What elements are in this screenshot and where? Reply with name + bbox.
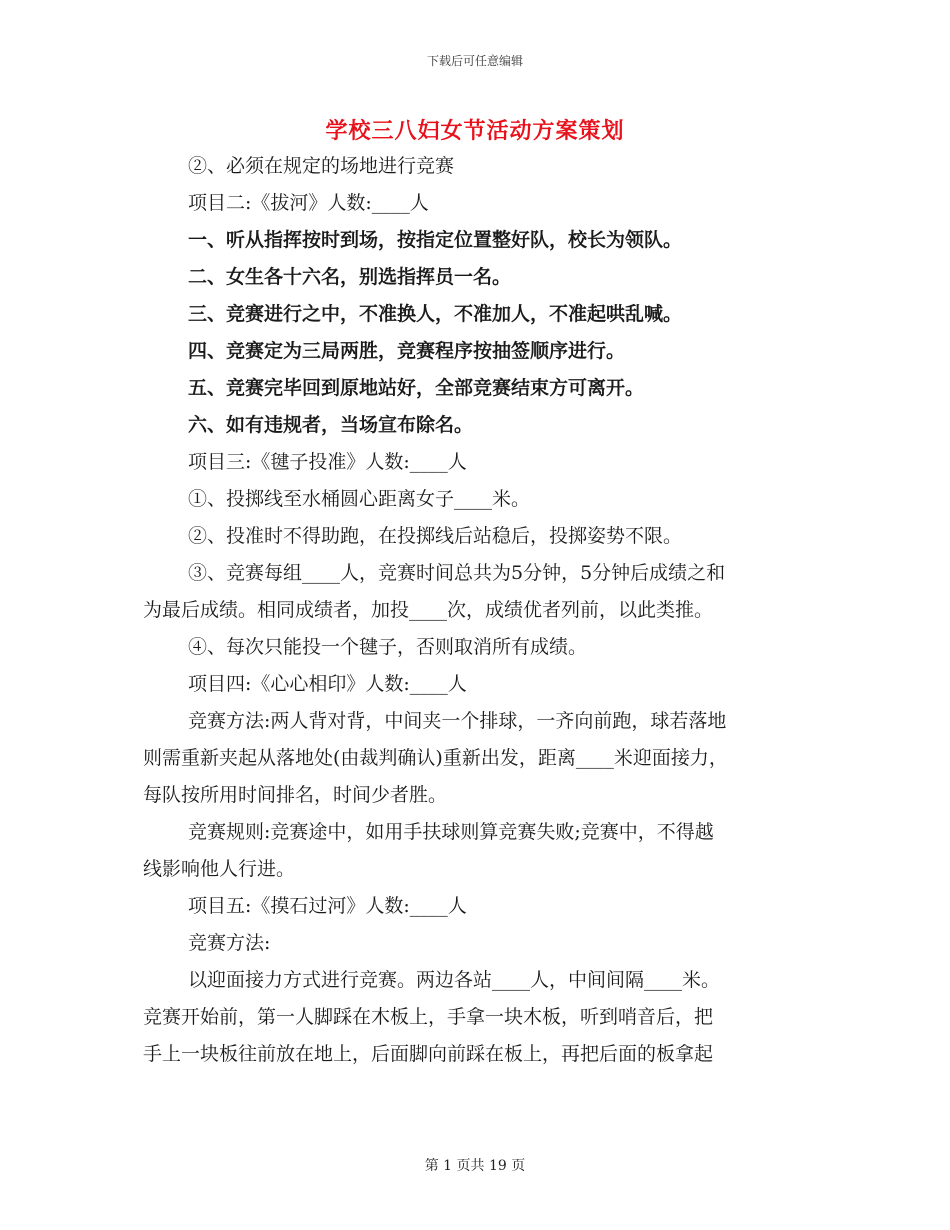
text-line: 项目四:《心心相印》人数:____人 xyxy=(188,673,467,695)
header-note: 下载后可任意编辑 xyxy=(426,54,523,68)
text-line: 竞赛规则:竞赛途中，如用手扶球则算竞赛失败;竞赛中，不得越 xyxy=(188,821,714,843)
rule-line: 一、听从指挥按时到场，按指定位置整好队，校长为领队。 xyxy=(188,229,683,251)
text-line: 手上一块板往前放在地上，后面脚向前踩在板上，再把后面的板拿起 xyxy=(143,1043,714,1065)
text-line: 竞赛方法: xyxy=(188,932,271,954)
text-line: ②、投准时不得助跑，在投掷线后站稳后，投掷姿势不限。 xyxy=(188,525,683,547)
text-line: 项目三:《毽子投准》人数:____人 xyxy=(188,451,467,473)
text-line: ④、每次只能投一个毽子，否则取消所有成绩。 xyxy=(188,636,588,658)
document-body xyxy=(143,148,813,1073)
text-line: 则需重新夹起从落地处(由裁判确认)重新出发，距离____米迎面接力， xyxy=(143,747,728,769)
text-line: 竞赛开始前，第一人脚踩在木板上，手拿一块木板，听到哨音后，把 xyxy=(143,1006,714,1028)
text-line: 项目二:《拔河》人数:____人 xyxy=(188,192,429,214)
rule-line: 六、如有违规者，当场宣布除名。 xyxy=(188,414,474,436)
page-footer: 第 1 页共 19 页 xyxy=(424,1158,526,1174)
text-line: 以迎面接力方式进行竞赛。两边各站____人，中间间隔____米。 xyxy=(188,969,721,991)
text-line: 线影响他人行进。 xyxy=(143,858,296,880)
text-line: 竞赛方法:两人背对背，中间夹一个排球，一齐向前跑，球若落地 xyxy=(188,710,727,732)
text-line: 每队按所用时间排名，时间少者胜。 xyxy=(143,784,448,806)
text-line: 为最后成绩。相同成绩者，加投____次，成绩优者列前，以此类推。 xyxy=(143,599,714,621)
rule-line: 三、竞赛进行之中，不准换人，不准加人，不准起哄乱喊。 xyxy=(188,303,683,325)
document-title: 学校三八妇女节活动方案策划 xyxy=(325,118,625,144)
text-line: 项目五:《摸石过河》人数:____人 xyxy=(188,895,467,917)
text-line: ②、必须在规定的场地进行竞赛 xyxy=(188,155,455,177)
text-line: ①、投掷线至水桶圆心距离女子____米。 xyxy=(188,488,531,510)
rule-line: 五、竞赛完毕回到原地站好，全部竞赛结束方可离开。 xyxy=(188,377,645,399)
rule-line: 二、女生各十六名，别选指挥员一名。 xyxy=(188,266,512,288)
rule-line: 四、竞赛定为三局两胜，竞赛程序按抽签顺序进行。 xyxy=(188,340,626,362)
text-line: ③、竞赛每组____人，竞赛时间总共为5分钟，5分钟后成绩之和 xyxy=(188,562,726,584)
